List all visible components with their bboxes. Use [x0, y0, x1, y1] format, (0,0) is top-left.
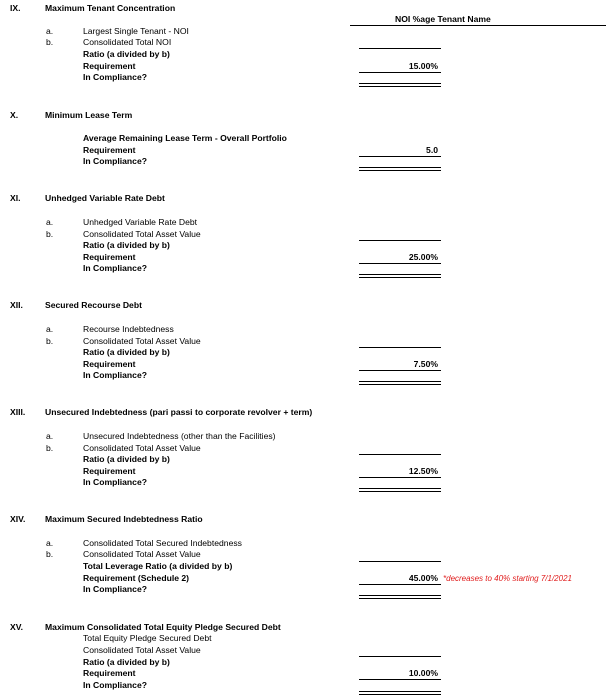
subtotal-line	[359, 561, 441, 562]
item-letter: b.	[46, 229, 54, 239]
ratio-label: Ratio (a divided by b)	[83, 454, 170, 464]
item-label: Consolidated Total Asset Value	[83, 645, 201, 655]
requirement-label: Requirement	[83, 359, 136, 369]
compliance-label: In Compliance?	[83, 680, 147, 690]
item-letter: a.	[46, 26, 54, 36]
subtotal-line	[359, 347, 441, 348]
column-header: NOI %age Tenant Name	[395, 14, 491, 24]
item-label: Consolidated Total Asset Value	[83, 229, 201, 239]
requirement-label: Requirement	[83, 61, 136, 71]
item-letter: a.	[46, 431, 54, 441]
compliance-label: In Compliance?	[83, 72, 147, 82]
item-letter: b.	[46, 336, 54, 346]
double-underline	[359, 83, 441, 87]
ratio-label: Ratio (a divided by b)	[83, 49, 170, 59]
ratio-label: Ratio (a divided by b)	[83, 657, 170, 667]
value-underline	[359, 584, 441, 585]
item-label: Unhedged Variable Rate Debt	[83, 217, 198, 227]
ratio-label: Ratio (a divided by b)	[83, 240, 170, 250]
item-letter: b.	[46, 443, 54, 453]
item-letter: b.	[46, 37, 54, 47]
requirement-value: 15.00%	[408, 61, 438, 71]
section-number: XV.	[10, 622, 24, 632]
ratio-label: Ratio (a divided by b)	[83, 347, 170, 357]
section-number: XIII.	[10, 407, 26, 417]
requirement-value: 7.50%	[413, 359, 438, 369]
item-label: Consolidated Total Asset Value	[83, 336, 201, 346]
subtotal-line	[359, 240, 441, 241]
column-header-underline	[350, 25, 606, 26]
section-title: Unsecured Indebtedness (pari passi to corporate revolver + term)	[45, 407, 313, 417]
requirement-value: 12.50%	[408, 466, 438, 476]
requirement-value: 25.00%	[408, 252, 438, 262]
requirement-label: Requirement	[83, 466, 136, 476]
item-label: Consolidated Total Secured Indebtedness	[83, 538, 242, 548]
requirement-label: Requirement	[83, 145, 136, 155]
item-letter: a.	[46, 217, 54, 227]
double-underline	[359, 595, 441, 599]
subtotal-line	[359, 48, 441, 49]
requirement-value: 5.0	[426, 145, 438, 155]
item-label: Consolidated Total Asset Value	[83, 443, 201, 453]
subtotal-line	[359, 454, 441, 455]
item-label: Consolidated Total Asset Value	[83, 549, 201, 559]
section-number: XI.	[10, 193, 21, 203]
double-underline	[359, 488, 441, 492]
requirement-value: 10.00%	[408, 668, 438, 678]
section-title: Maximum Consolidated Total Equity Pledge Secured Debt	[45, 622, 281, 632]
double-underline	[359, 381, 441, 385]
section-title: Maximum Tenant Concentration	[45, 3, 176, 13]
requirement-label: Requirement	[83, 252, 136, 262]
value-underline	[359, 72, 441, 73]
subtotal-line	[359, 656, 441, 657]
ratio-label: Total Leverage Ratio (a divided by b)	[83, 561, 233, 571]
lease-term-label: Average Remaining Lease Term - Overall Portfolio	[83, 133, 287, 143]
value-underline	[359, 477, 441, 478]
section-title: Unhedged Variable Rate Debt	[45, 193, 165, 203]
item-label: Consolidated Total NOI	[83, 37, 172, 47]
requirement-value: 45.00%	[408, 573, 438, 583]
item-label: Recourse Indebtedness	[83, 324, 174, 334]
compliance-label: In Compliance?	[83, 370, 147, 380]
requirement-label: Requirement (Schedule 2)	[83, 573, 190, 583]
item-label: Largest Single Tenant - NOI	[83, 26, 189, 36]
section-title: Secured Recourse Debt	[45, 300, 142, 310]
section-number: XII.	[10, 300, 23, 310]
item-letter: a.	[46, 538, 54, 548]
item-letter: b.	[46, 549, 54, 559]
double-underline	[359, 167, 441, 171]
compliance-label: In Compliance?	[83, 477, 147, 487]
requirement-footnote: *decreases to 40% starting 7/1/2021	[443, 574, 572, 583]
item-label: Unsecured Indebtedness (other than the Facilities)	[83, 431, 276, 441]
section-number: X.	[10, 110, 19, 120]
item-letter: a.	[46, 324, 54, 334]
compliance-label: In Compliance?	[83, 584, 147, 594]
section-number: XIV.	[10, 514, 26, 524]
value-underline	[359, 156, 441, 157]
compliance-label: In Compliance?	[83, 263, 147, 273]
section-title: Minimum Lease Term	[45, 110, 133, 120]
value-underline	[359, 679, 441, 680]
double-underline	[359, 691, 441, 695]
double-underline	[359, 274, 441, 278]
section-title: Maximum Secured Indebtedness Ratio	[45, 514, 203, 524]
compliance-label: In Compliance?	[83, 156, 147, 166]
requirement-label: Requirement	[83, 668, 136, 678]
value-underline	[359, 263, 441, 264]
value-underline	[359, 370, 441, 371]
item-label: Total Equity Pledge Secured Debt	[83, 633, 212, 643]
section-number: IX.	[10, 3, 21, 13]
